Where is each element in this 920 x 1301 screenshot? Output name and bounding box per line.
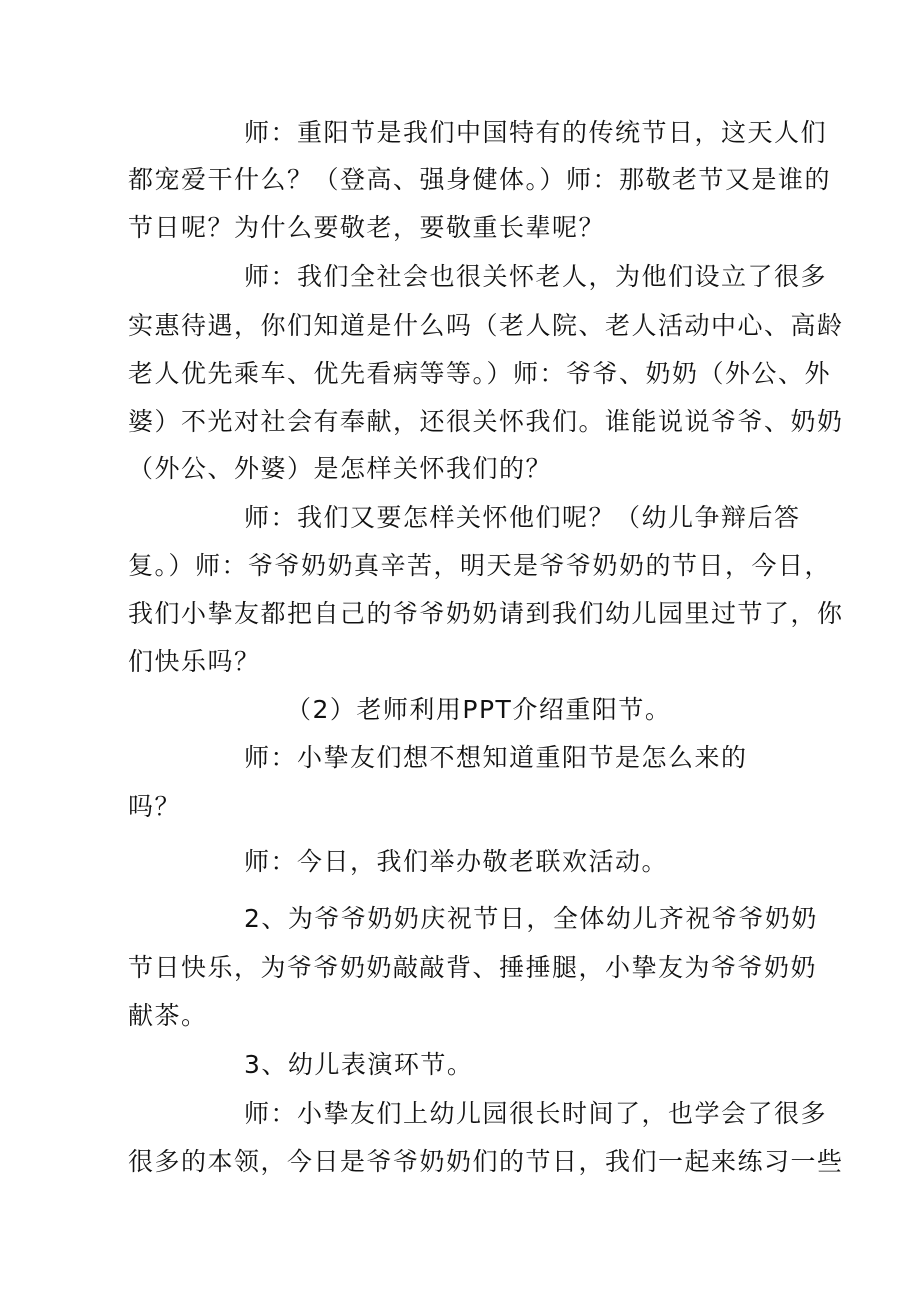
text-line: 复。）师：爷爷奶奶真辛苦，明天是爷爷奶奶的节日，今日， xyxy=(128,551,832,580)
text-line: 节日快乐，为爷爷奶奶敲敲背、捶捶腿，小挚友为爷爷奶奶 xyxy=(128,953,818,982)
section-heading: （2）老师利用PPT介绍重阳节。 xyxy=(286,695,672,724)
text-line: 都宠爱干什么？（登高、强身健体。）师：那敬老节又是谁的 xyxy=(128,165,832,194)
text-line: 节日呢？为什么要敬老，要敬重长辈呢？ xyxy=(128,213,606,242)
text-line: 很多的本领，今日是爷爷奶奶们的节日，我们一起来练习一些 xyxy=(128,1147,844,1176)
text-line: 婆）不光对社会有奉献，还很关怀我们。谁能说说爷爷、奶奶 xyxy=(128,407,844,436)
text-line: （外公、外婆）是怎样关怀我们的？ xyxy=(128,454,553,483)
text-line: 实惠待遇，你们知道是什么吗（老人院、老人活动中心、高龄 xyxy=(128,311,844,340)
section-item: 2、为爷爷奶奶庆祝节日，全体幼儿齐祝爷爷奶奶 xyxy=(244,904,818,933)
text-line: 们快乐吗？ xyxy=(128,647,261,676)
text-line: 师：重阳节是我们中国特有的传统节日，这天人们 xyxy=(244,118,828,147)
section-item: 3、幼儿表演环节。 xyxy=(244,1050,474,1079)
text-line: 吗？ xyxy=(128,792,182,821)
text-line: 师：今日，我们举办敬老联欢活动。 xyxy=(244,847,669,876)
text-line: 师：小挚友们上幼儿园很长时间了，也学会了很多 xyxy=(244,1099,828,1128)
text-line: 老人优先乘车、优先看病等等。）师：爷爷、奶奶（外公、外 xyxy=(128,359,832,388)
text-line: 我们小挚友都把自己的爷爷奶奶请到我们幼儿园里过节了，你 xyxy=(128,599,844,628)
text-line: 献茶。 xyxy=(128,1001,208,1030)
text-line: 师：小挚友们想不想知道重阳节是怎么来的 xyxy=(244,743,748,772)
text-line: 师：我们全社会也很关怀老人，为他们设立了很多 xyxy=(244,262,828,291)
text-line: 师：我们又要怎样关怀他们呢？（幼儿争辩后答 xyxy=(244,503,801,532)
